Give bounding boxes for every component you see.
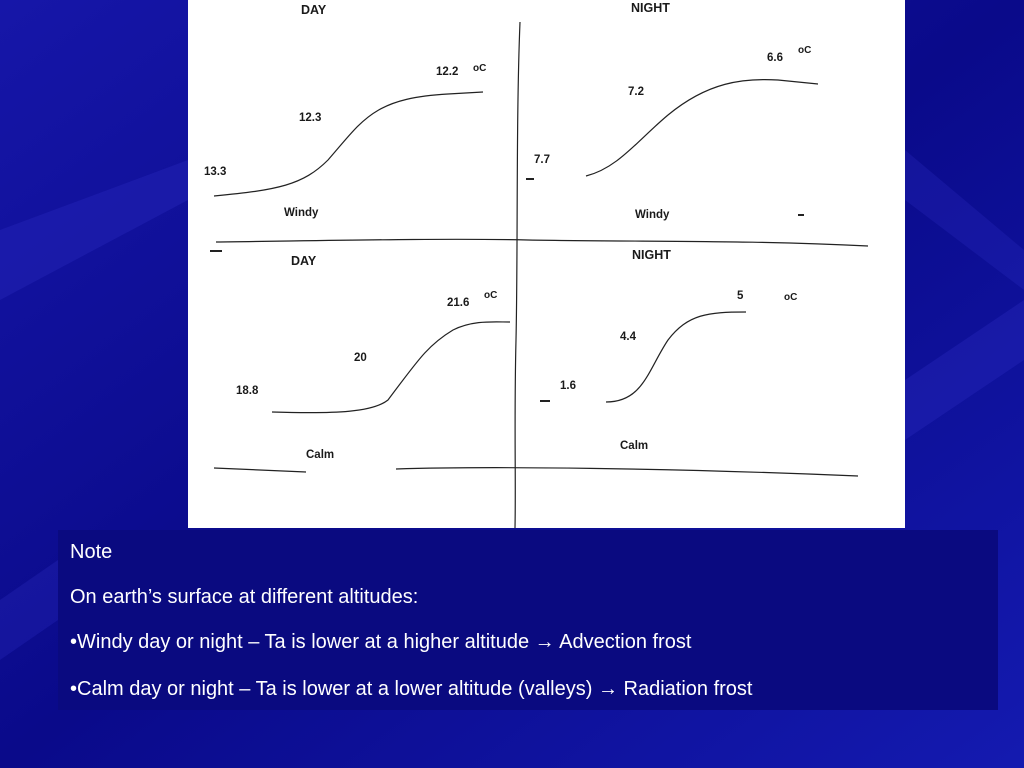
temperature-altitude-diagram: [188, 0, 905, 528]
unit-label: oC: [798, 45, 812, 56]
notes-bullet-calm: •Calm day or night – Ta is lower at a lower altitude (valleys) → Radiation frost: [70, 678, 753, 700]
notes-title: Note: [70, 541, 113, 563]
value-label: 7.2: [628, 86, 644, 98]
heading-day-top: DAY: [301, 3, 327, 17]
heading-night-bottom: NIGHT: [632, 248, 671, 262]
vertical-divider: [515, 22, 520, 528]
value-label: 21.6: [447, 297, 470, 309]
curve-windy-night: [586, 80, 818, 176]
curve-calm-night: [606, 312, 746, 402]
notes-bullet-windy: •Windy day or night – Ta is lower at a higher altitude → Advection frost: [70, 631, 692, 653]
value-label: 4.4: [620, 331, 636, 343]
heading-day-bottom: DAY: [291, 254, 317, 268]
notes-panel: [58, 530, 998, 710]
middle-divider: [216, 239, 868, 246]
heading-night-top: NIGHT: [631, 1, 670, 15]
bottom-divider: [214, 468, 858, 476]
value-label: 12.2: [436, 66, 459, 78]
unit-label: oC: [473, 63, 487, 74]
curve-windy-day: [214, 92, 483, 196]
condition-label: Windy: [284, 207, 319, 219]
unit-label: oC: [784, 292, 798, 303]
value-label: 7.7: [534, 154, 550, 166]
curve-calm-day: [272, 322, 510, 413]
condition-label: Calm: [306, 449, 335, 461]
value-label: 5: [737, 290, 744, 302]
condition-label: Windy: [635, 209, 670, 221]
unit-label: oC: [484, 290, 498, 301]
value-label: 6.6: [767, 52, 783, 64]
notes-intro: On earth’s surface at different altitudes:: [70, 586, 419, 608]
value-label: 12.3: [299, 112, 322, 124]
value-label: 13.3: [204, 166, 227, 178]
value-label: 18.8: [236, 385, 259, 397]
value-label: 20: [354, 352, 367, 364]
condition-label: Calm: [620, 440, 649, 452]
value-label: 1.6: [560, 380, 576, 392]
